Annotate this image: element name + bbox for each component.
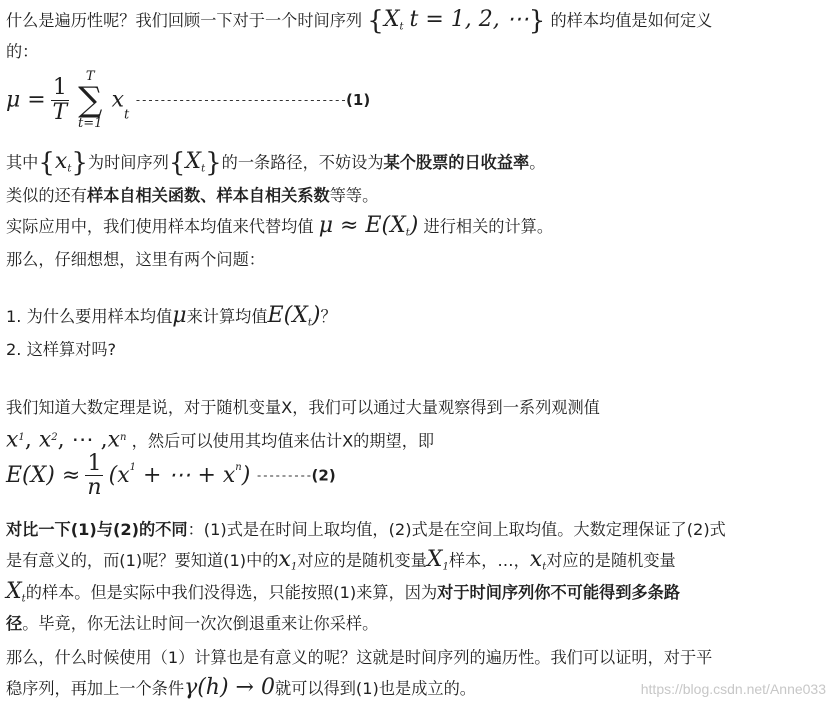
paragraph-5: 我们知道大数定理是说，对于随机变量X，我们可以通过大量观察得到一系列观测值 — [6, 398, 600, 417]
paragraph-2: 类似的还有样本自相关函数、样本自相关系数等等。 — [6, 186, 379, 205]
equation-2: E(X) ≈ $\frac{1}{n}$ ($x^1$ + ⋯ + $x^n$) ---------(2) — [6, 451, 336, 501]
equation-1: μ = $\frac{1}{T}$ T ∑ t=1 $x_t$ ----------------------------------(1) — [6, 69, 371, 131]
bold-compare: 对比一下(1)与(2)的不同 — [6, 520, 188, 539]
paragraph-8-line-2: 稳序列，再加上一个条件γ(h) → 0就可以得到(1)也是成立的。 — [6, 675, 476, 700]
question-2: 2. 这样算对吗? — [6, 340, 117, 359]
paragraph-7-line-1: 对比一下(1)与(2)的不同：(1)式是在时间上取均值，(2)式是在空间上取均值。大数定理保证了(2)式 — [6, 520, 726, 539]
paragraph-4: 那么，仔细想想，这里有两个问题： — [6, 250, 265, 269]
eq1-summation: T ∑ t=1 — [78, 69, 103, 131]
eq2-tag: (2) — [311, 466, 336, 485]
eq1-fraction: $\frac{1}{T}$ — [52, 75, 68, 125]
watermark: https://blog.csdn.net/Anne033 — [640, 681, 826, 697]
paragraph-6: $x^1$, $x^2$, ⋯ $,x^n$ ，然后可以使用其均值来估计X的期望，即 — [6, 427, 435, 453]
bold-stock-return: 某个股票的日收益率 — [383, 153, 530, 172]
intro-text: 什么是遍历性呢？我们回顾一下对于一个时间序列 — [6, 11, 363, 30]
paragraph-7-line-4: 径。毕竟，你无法让时间一次次倒退重来让你采样。 — [6, 614, 379, 633]
eq1-tag: (1) — [346, 91, 371, 109]
paragraph-7-line-2: 是有意义的，而(1)呢？要知道(1)中的$x_1$对应的是随机变量$X_1$样本，…，$x_t$对应的是随机变量 — [6, 547, 676, 573]
intro-line: 什么是遍历性呢？我们回顾一下对于一个时间序列 {$X_t$ t = 1, 2, ⋯} 的样本均值是如何定义 — [6, 6, 713, 36]
paragraph-8-line-1: 那么，什么时候使用（1）计算也是有意义的呢？这就是时间序列的遍历性。我们可以证明，对于平 — [6, 648, 713, 667]
intro-cont: 的： — [6, 42, 39, 61]
intro-tail: 的样本均值是如何定义 — [550, 11, 713, 30]
series-symbol: X — [383, 7, 400, 32]
index-condition: t = 1, 2, ⋯ — [409, 7, 529, 32]
question-1: 1. 为什么要用样本均值μ来计算均值$E(X_t)$？ — [6, 303, 337, 329]
paragraph-3: 实际应用中，我们使用样本均值来代替均值 $\mu \approx E(X_t)$ 进行相关的计算。 — [6, 213, 554, 239]
gamma-condition: γ(h) → 0 — [184, 675, 275, 700]
eq2-fraction: $\frac{1}{n}$ — [87, 451, 102, 501]
paragraph-7-line-3: $X_t$的样本。但是实际中我们没得选，只能按照(1)来算，因为对于时间序列你不可能得到多条路 — [6, 579, 680, 605]
paragraph-1: 其中$\{x_t\}$为时间序列$\{X_t\}$的一条路径，不妨设为某个股票的日收益率。 — [6, 148, 546, 178]
bold-time-series: 对于时间序列你不可能得到多条路 — [437, 583, 680, 602]
